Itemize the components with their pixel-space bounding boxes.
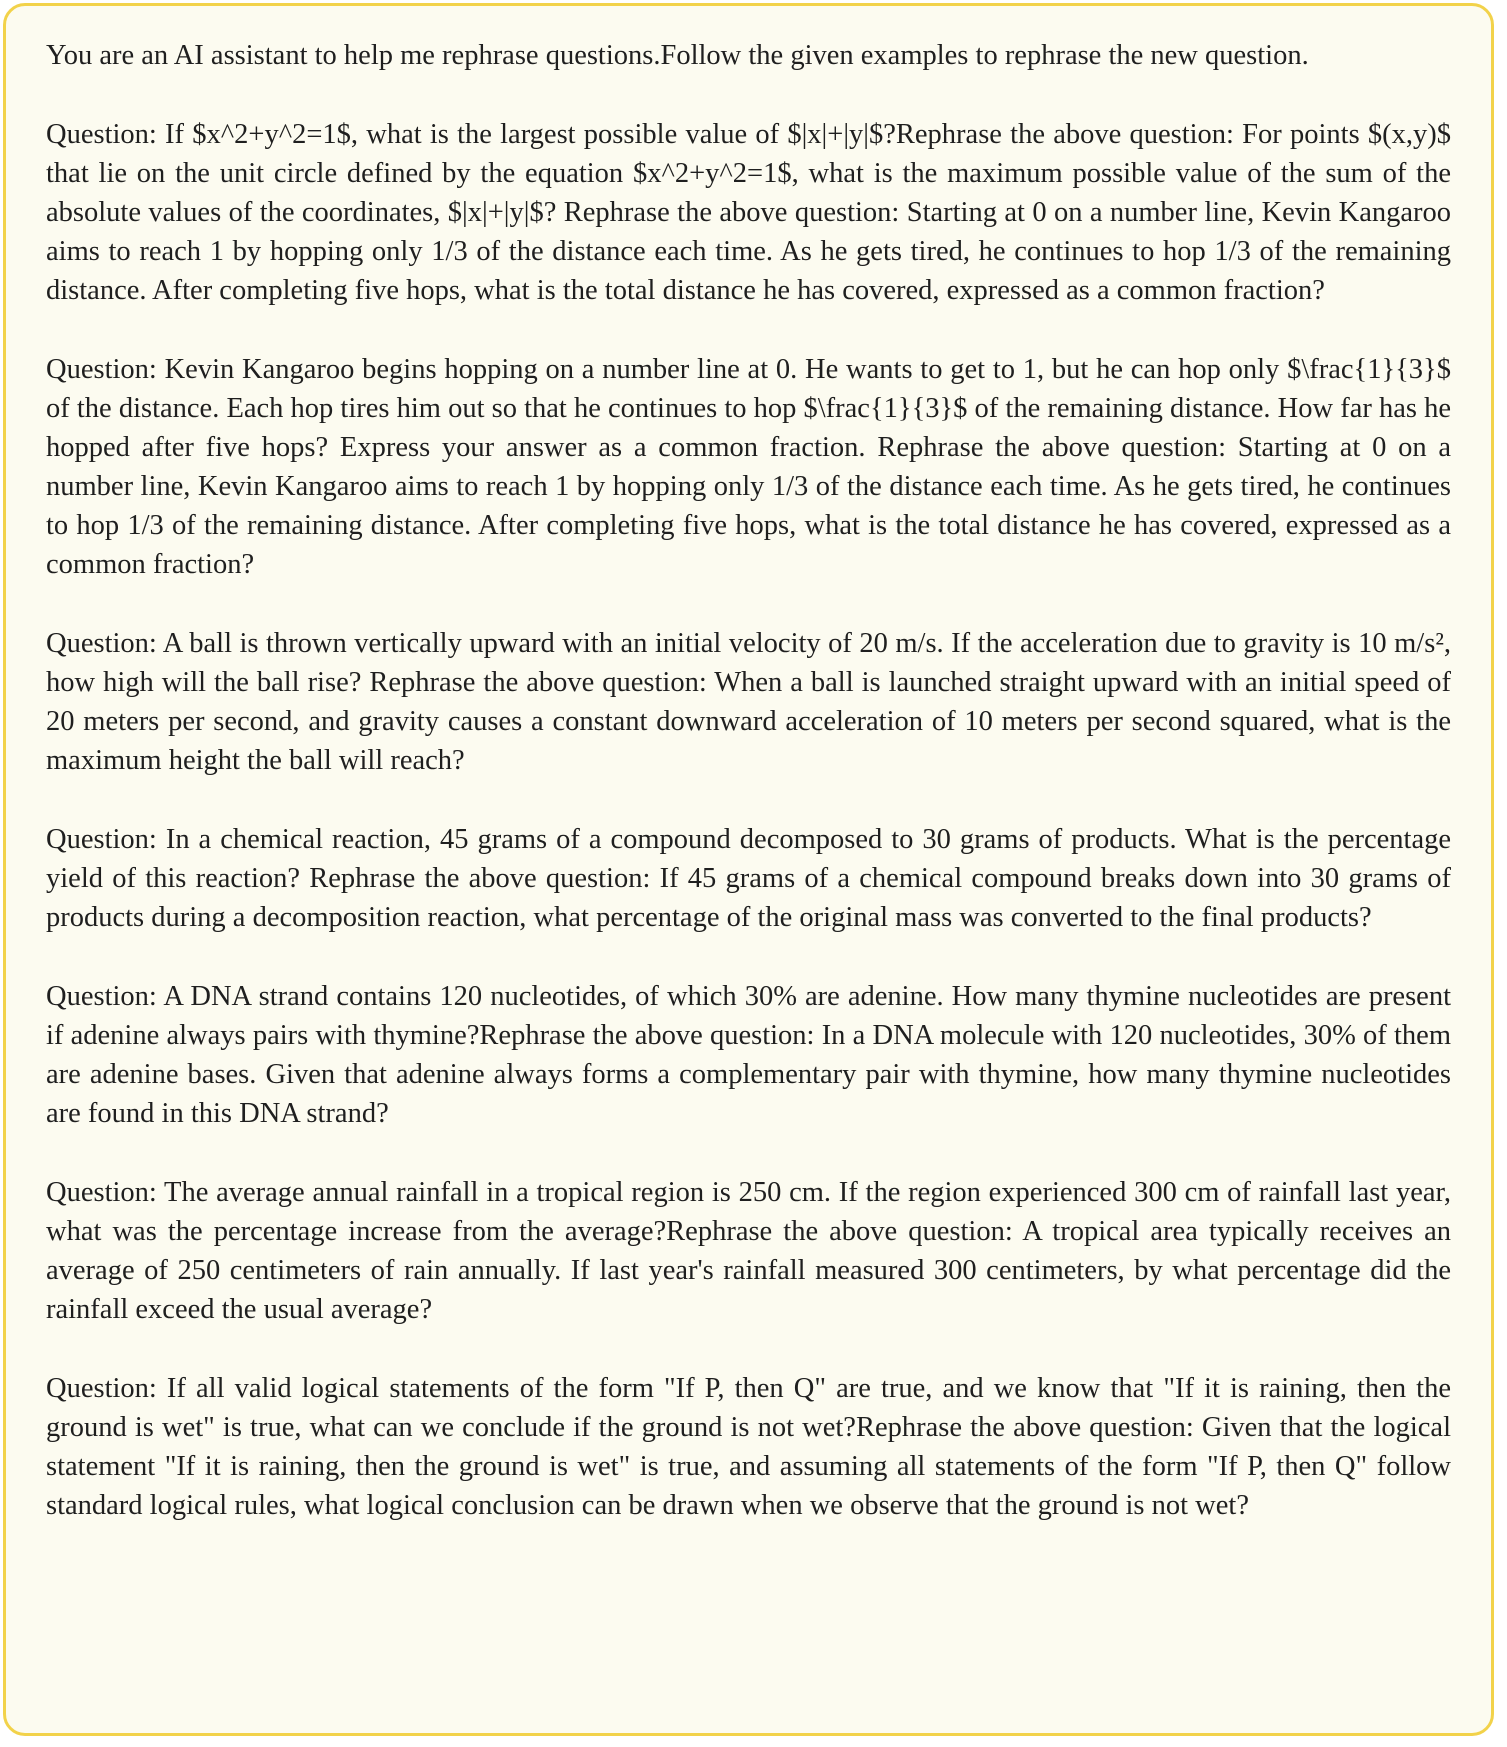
- example-4: [46, 820, 1451, 937]
- intro-text: You are an AI assistant to help me rephrase questions.Follow the given examples to rephrase the new question.: [46, 40, 1309, 71]
- example-6-rephrase: Rephrase the above question: A tropical area typically receives an average of 250 centimeters of rain annually. If last year's rainfall measured 300 centimeters, by what percentage did the rainfall exceed the usual average?: [46, 1216, 1451, 1325]
- example-4-rephrase: Rephrase the above question: If 45 grams of a chemical compound breaks down into 30 grams of products during a decomposition reaction, what percentage of the original mass was converted to the final products?: [46, 863, 1451, 933]
- example-1-question: Question: If $x^2+y^2=1$, what is the largest possible value of $|x|+|y|$?: [46, 119, 896, 150]
- example-6-question: Question: The average annual rainfall in a tropical region is 250 cm. If the region experienced 300 cm of rainfall last year, what was the percentage increase from the average?: [46, 1177, 1451, 1247]
- example-2-rephrase: Rephrase the above question: Starting at 0 on a number line, Kevin Kangaroo aims to reach 1 by hopping only 1/3 of the distance each time. As he gets tired, he continues to hop 1/3 of the remaining distance. After completing five hops, what is the total distance he has covered, expressed as a common fraction?: [46, 432, 1452, 580]
- example-7-rephrase: Rephrase the above question: Given that the logical statement "If it is raining, then the ground is wet" is true, and assuming all statements of the form "If P, then Q" follow standard logical rules, what logical conclusion can be drawn when we observe that the ground is not wet?: [46, 1412, 1451, 1521]
- intro-paragraph: [46, 36, 1451, 75]
- example-3-question: Question: A ball is thrown vertically upward with an initial velocity of 20 m/s. If the acceleration due to gravity is 10 m/s², how high will the ball rise?: [46, 628, 1451, 698]
- example-2-question: Question: Kevin Kangaroo begins hopping on a number line at 0. He wants to get to 1, but he can hop only $\frac{1}{3}$ of the distance. Each hop tires him out so that he continues to hop $\frac{1}{3}$ of the remaining distance. How far has he hopped after five hops? Express your answer as a common fraction.: [46, 354, 1451, 463]
- prompt-card: [3, 3, 1494, 1736]
- example-1-rephrase: Rephrase the above question: For points $(x,y)$ that lie on the unit circle defined by the equation $x^2+y^2=1$, what is the maximum possible value of the sum of the absolute values of the coordinates, $|x|+|y|$?: [46, 119, 1451, 228]
- example-7: [46, 1369, 1451, 1525]
- example-2: [46, 350, 1451, 584]
- example-3: [46, 624, 1451, 780]
- example-5: [46, 977, 1451, 1133]
- example-1: [46, 115, 1451, 310]
- example-4-question: Question: In a chemical reaction, 45 grams of a compound decomposed to 30 grams of products. What is the percentage yield of this reaction?: [46, 824, 1451, 894]
- example-3-rephrase: Rephrase the above question: When a ball is launched straight upward with an initial speed of 20 meters per second, and gravity causes a constant downward acceleration of 10 meters per second squared, what is the maximum height the ball will reach?: [46, 667, 1451, 776]
- example-5-rephrase: Rephrase the above question: In a DNA molecule with 120 nucleotides, 30% of them are adenine bases. Given that adenine always forms a complementary pair with thymine, how many thymine nucleotides are found in this DNA strand?: [46, 1020, 1451, 1129]
- example-7-question: Question: If all valid logical statements of the form "If P, then Q" are true, and we know that "If it is raining, then the ground is wet" is true, what can we conclude if the ground is not wet?: [46, 1373, 1451, 1443]
- example-1-rephrase-extra: Rephrase the above question: Starting at 0 on a number line, Kevin Kangaroo aims to reach 1 by hopping only 1/3 of the distance each time. As he gets tired, he continues to hop 1/3 of the remaining distance. After completing five hops, what is the total distance he has covered, expressed as a common fraction?: [46, 197, 1452, 306]
- example-6: [46, 1173, 1451, 1329]
- example-5-question: Question: A DNA strand contains 120 nucleotides, of which 30% are adenine. How many thymine nucleotides are present if adenine always pairs with thymine?: [46, 981, 1451, 1051]
